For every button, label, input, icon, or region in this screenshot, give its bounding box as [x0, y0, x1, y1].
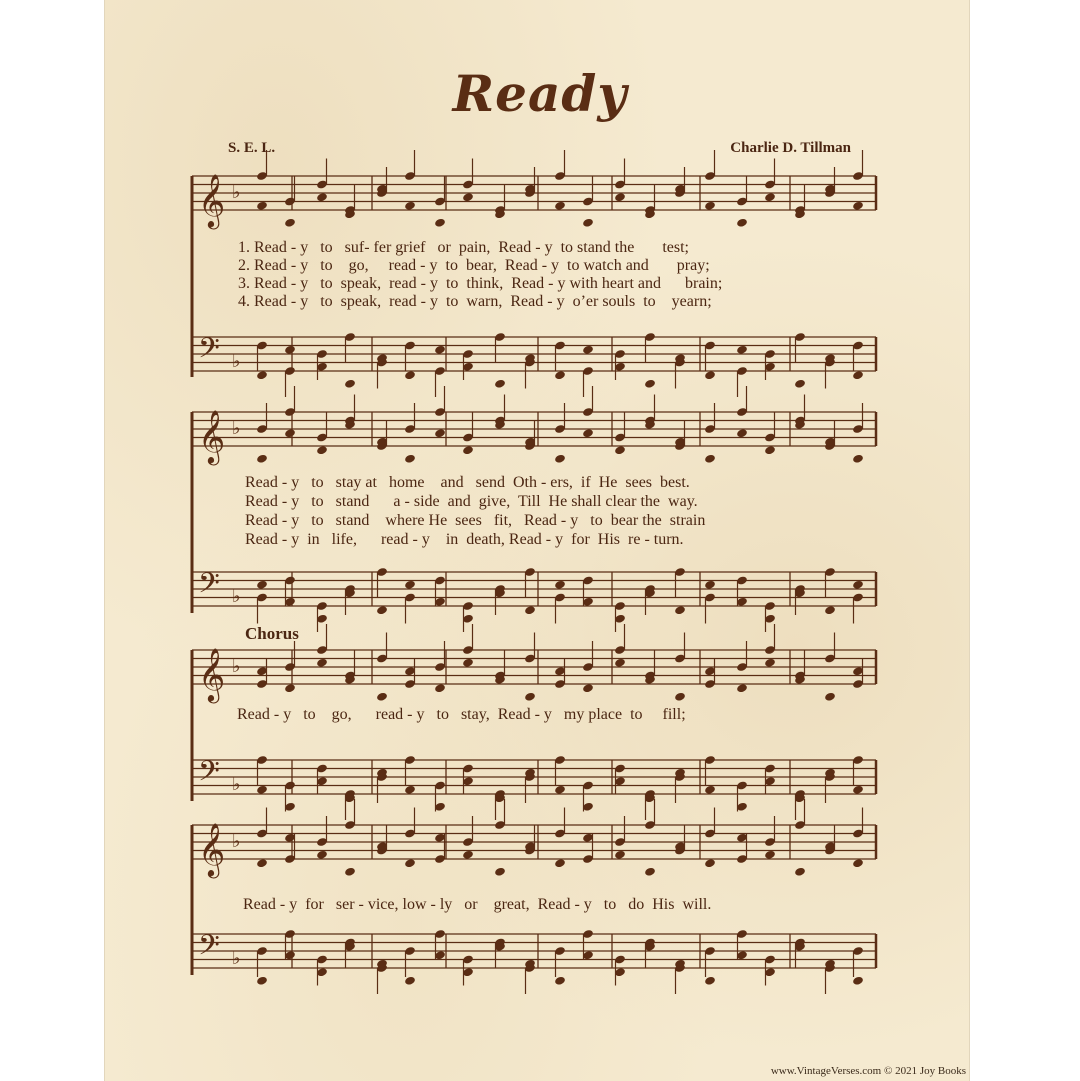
flat-icon: ♭ [232, 351, 241, 372]
verse-4-line-2: Read - y in life, read - y in death, Read - y for His re - turn. [245, 531, 684, 548]
notehead [256, 858, 268, 868]
composer-credit: Charlie D. Tillman [730, 140, 851, 156]
notehead [256, 785, 268, 795]
verse-2-line-2: Read - y to stand a - side and give, Till He shall clear the way. [245, 493, 698, 510]
verse-3-line-1: 3. Read - y to speak, read - y to think, Read - y with heart and brain; [238, 275, 723, 292]
notehead [462, 192, 474, 202]
treble-clef-icon: 𝄞 [198, 409, 226, 463]
verse-1-line-2: Read - y to stay at home and send Oth - ers, if He sees best. [245, 474, 690, 491]
notehead [704, 785, 716, 795]
lyricist-credit: S. E. L. [228, 140, 276, 156]
notehead [614, 658, 626, 668]
notehead [554, 201, 566, 211]
footer-copyright: www.VintageVerses.com © 2021 Joy Books [770, 1065, 966, 1077]
notehead [284, 683, 296, 693]
notehead [852, 580, 864, 590]
notehead [764, 658, 776, 668]
notehead [764, 192, 776, 202]
notehead [554, 858, 566, 868]
notehead [284, 218, 296, 228]
notehead [852, 454, 864, 464]
verse-3-line-2: Read - y to stand where He sees fit, Read - y to bear the strain [245, 512, 706, 529]
notehead [852, 370, 864, 380]
notehead [404, 580, 416, 590]
flat-icon: ♭ [232, 182, 241, 203]
flat-icon: ♭ [232, 774, 241, 795]
notehead [852, 201, 864, 211]
notehead [794, 867, 806, 877]
chorus-line-1: Read - y to go, read - y to stay, Read - y my place to fill; [237, 706, 686, 723]
notehead [316, 192, 328, 202]
notehead [704, 201, 716, 211]
flat-icon: ♭ [232, 948, 241, 969]
notehead [824, 692, 836, 702]
notehead [376, 692, 388, 702]
notehead [524, 692, 536, 702]
chorus-label: Chorus [245, 624, 299, 643]
notehead [582, 683, 594, 693]
verse-2-line-1: 2. Read - y to go, read - y to bear, Read - y to watch and pray; [238, 257, 710, 274]
notehead [852, 858, 864, 868]
notehead [582, 218, 594, 228]
notehead [434, 683, 446, 693]
flat-icon: ♭ [232, 586, 241, 607]
notehead [764, 445, 776, 455]
notehead [316, 850, 328, 860]
notehead [554, 976, 566, 986]
verse-1-line-1: 1. Read - y to suf- fer grief or pain, Read - y to stand the test; [238, 239, 689, 256]
flat-icon: ♭ [232, 656, 241, 677]
notehead [554, 785, 566, 795]
notehead [794, 379, 806, 389]
notehead [704, 976, 716, 986]
notehead [404, 785, 416, 795]
notehead [404, 976, 416, 986]
notehead [404, 201, 416, 211]
notehead [554, 580, 566, 590]
notehead [256, 201, 268, 211]
notehead [256, 454, 268, 464]
notehead [582, 345, 594, 355]
notehead [674, 692, 686, 702]
notehead [316, 445, 328, 455]
flat-icon: ♭ [232, 418, 241, 439]
notehead [434, 428, 446, 438]
notehead [404, 454, 416, 464]
verse-4-line-1: 4. Read - y to speak, read - y to warn, Read - y o’er souls to yearn; [238, 293, 712, 310]
notehead [674, 605, 686, 615]
notehead [824, 605, 836, 615]
notehead [736, 683, 748, 693]
notehead [852, 785, 864, 795]
notehead [582, 428, 594, 438]
bass-clef-icon: 𝄢 [198, 332, 220, 372]
notehead [256, 976, 268, 986]
notehead [704, 580, 716, 590]
bass-clef-icon: 𝄢 [198, 567, 220, 607]
notehead [344, 379, 356, 389]
notehead [614, 192, 626, 202]
song-title: Ready [452, 64, 628, 123]
notehead [764, 850, 776, 860]
notehead [434, 218, 446, 228]
notehead [614, 445, 626, 455]
notehead [614, 850, 626, 860]
flat-icon: ♭ [232, 831, 241, 852]
notehead [316, 658, 328, 668]
notehead [554, 370, 566, 380]
notehead [704, 454, 716, 464]
notehead [644, 867, 656, 877]
notehead [736, 218, 748, 228]
notehead [256, 580, 268, 590]
notehead [736, 345, 748, 355]
treble-clef-icon: 𝄞 [198, 647, 226, 701]
chorus-line-2: Read - y for ser - vice, low - ly or great, Read - y to do His will. [243, 896, 712, 913]
bass-clef-icon: 𝄢 [198, 755, 220, 795]
notehead [256, 370, 268, 380]
notehead [284, 345, 296, 355]
notehead [554, 454, 566, 464]
notehead [404, 858, 416, 868]
notehead [462, 850, 474, 860]
notehead [494, 379, 506, 389]
notehead [462, 658, 474, 668]
treble-clef-icon: 𝄞 [198, 822, 226, 876]
notehead [494, 867, 506, 877]
notehead [736, 428, 748, 438]
notehead [462, 445, 474, 455]
notehead [434, 345, 446, 355]
notehead [404, 370, 416, 380]
notehead [704, 858, 716, 868]
bass-clef-icon: 𝄢 [198, 929, 220, 969]
notehead [376, 605, 388, 615]
notehead [524, 605, 536, 615]
notehead [704, 370, 716, 380]
treble-clef-icon: 𝄞 [198, 173, 226, 227]
notehead [284, 428, 296, 438]
notehead [852, 976, 864, 986]
notehead [644, 379, 656, 389]
notehead [344, 867, 356, 877]
